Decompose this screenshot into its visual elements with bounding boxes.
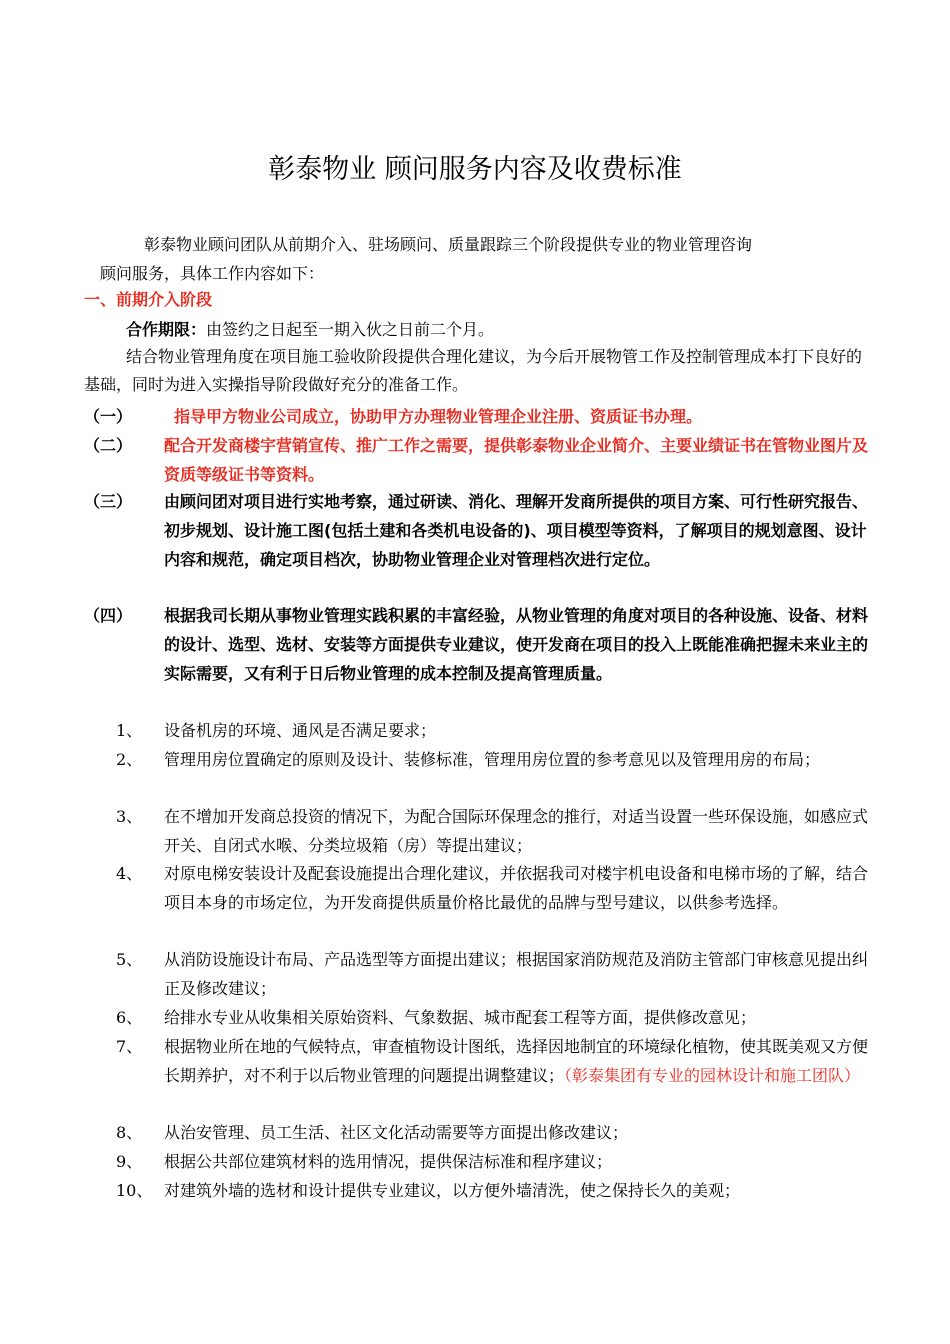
paren-item-mark: （三） <box>84 492 133 511</box>
sub-item-text: 设备机房的环境、通风是否满足要求； <box>164 721 437 740</box>
sub-item-mark: 4、 <box>116 864 143 883</box>
intro-paragraph <box>84 230 869 288</box>
paren-item-mark: （二） <box>84 436 133 455</box>
paren-item-3 <box>84 487 869 574</box>
sub-item-7-note: （彰泰集团有专业的园林设计和施工团队） <box>564 1066 861 1085</box>
sub-item-text: 从治安管理、员工生活、社区文化活动需要等方面提出修改建议； <box>164 1123 629 1142</box>
sub-item-mark: 5、 <box>116 950 143 969</box>
sub-item-mark: 9、 <box>116 1152 143 1171</box>
paren-item-mark: （一） <box>84 407 133 426</box>
sub-item-3 <box>116 802 868 860</box>
sub-item-text: 对建筑外墙的选材和设计提供专业建议，以方便外墙清洗，使之保持长久的美观； <box>164 1181 741 1200</box>
sub-item-text: 在不增加开发商总投资的情况下，为配合国际环保理念的推行，对适当设置一些环保设施，如感应式开关、自闭式水喉、分类垃圾箱（房）等提出建议； <box>164 807 869 855</box>
sub-item-text: 根据公共部位建筑材料的选用情况，提供保洁标准和程序建议； <box>164 1152 613 1171</box>
sub-item-8 <box>116 1118 868 1147</box>
sub-item-9 <box>116 1147 868 1176</box>
sub-item-2 <box>116 745 868 774</box>
intro-line-2: 顾问服务，具体工作内容如下： <box>100 264 325 283</box>
page-title: 彰泰物业 顾问服务内容及收费标准 <box>268 154 682 185</box>
sub-item-5 <box>116 945 868 1003</box>
sub-item-1 <box>116 716 868 745</box>
cooperation-period <box>126 316 494 344</box>
paren-item-text: 根据我司长期从事物业管理实践积累的丰富经验，从物业管理的角度对项目的各种设施、设备、材料的设计、选型、选材、安装等方面提供专业建议，使开发商在项目的投入上既能准确把握未来业主的实际需要，又有利于日后物业管理的成本控制及提高管理质量。 <box>164 606 869 683</box>
intro-line-1: 彰泰物业顾问团队从前期介入、驻场顾问、质量跟踪三个阶段提供专业的物业管理咨询 <box>144 235 753 254</box>
sub-item-10 <box>116 1176 868 1205</box>
sub-item-7-body: 根据物业所在地的气候特点，审查植物设计图纸，选择因地制宜的环境绿化植物，使其既美观又方便长期养护，对不利于以后物业管理的问题提出调整建议； <box>164 1037 869 1085</box>
sub-item-6 <box>116 1003 868 1032</box>
sub-item-text: 从消防设施设计布局、产品选型等方面提出建议；根据国家消防规范及消防主管部门审核意见提出纠正及修改建议； <box>164 950 869 998</box>
sub-item-mark: 6、 <box>116 1008 143 1027</box>
period-label: 合作期限： <box>126 320 207 339</box>
sub-item-text: 给排水专业从收集相关原始资料、气象数据、城市配套工程等方面，提供修改意见； <box>164 1008 757 1027</box>
paren-item-text: 由顾问团对项目进行实地考察，通过研读、消化、理解开发商所提供的项目方案、可行性研究报告、初步规划、设计施工图(包括土建和各类机电设备的)、项目模型等资料，了解项目的规划意图、设计内容和规范，确定项目档次，协助物业管理企业对管理档次进行定位。 <box>164 492 869 569</box>
sub-item-mark: 7、 <box>116 1037 143 1056</box>
sub-item-mark: 10、 <box>116 1181 153 1200</box>
paren-item-mark: （四） <box>84 606 133 625</box>
sub-item-4 <box>116 859 868 917</box>
sub-item-mark: 1、 <box>116 721 143 740</box>
sub-item-text <box>164 1032 868 1090</box>
sub-item-mark: 2、 <box>116 750 143 769</box>
sub-item-mark: 8、 <box>116 1123 143 1142</box>
paren-item-4 <box>84 601 869 688</box>
paren-item-text: 配合开发商楼宇营销宣传、推广工作之需要，提供彰泰物业企业简介、主要业绩证书在管物业图片及资质等级证书等资料。 <box>164 436 869 484</box>
paren-item-2 <box>84 431 869 489</box>
paren-item-text: 指导甲方物业公司成立，协助甲方办理物业管理企业注册、资质证书办理。 <box>174 407 703 426</box>
section-paragraph: 结合物业管理角度在项目施工验收阶段提供合理化建议，为今后开展物管工作及控制管理成本打下良好的基础，同时为进入实操指导阶段做好充分的准备工作。 <box>84 347 863 394</box>
section-heading: 一、前期介入阶段 <box>84 290 213 309</box>
paren-item-1 <box>84 402 869 431</box>
sub-item-7 <box>116 1032 868 1090</box>
sub-item-mark: 3、 <box>116 807 143 826</box>
sub-item-text: 管理用房位置确定的原则及设计、装修标准，管理用房位置的参考意见以及管理用房的布局； <box>164 750 821 769</box>
sub-item-text: 对原电梯安装设计及配套设施提出合理化建议，并依据我司对楼宇机电设备和电梯市场的了解，结合项目本身的市场定位，为开发商提供质量价格比最优的品牌与型号建议，以供参考选择。 <box>164 864 869 912</box>
period-text: 由签约之日起至一期入伙之日前二个月。 <box>206 320 495 339</box>
